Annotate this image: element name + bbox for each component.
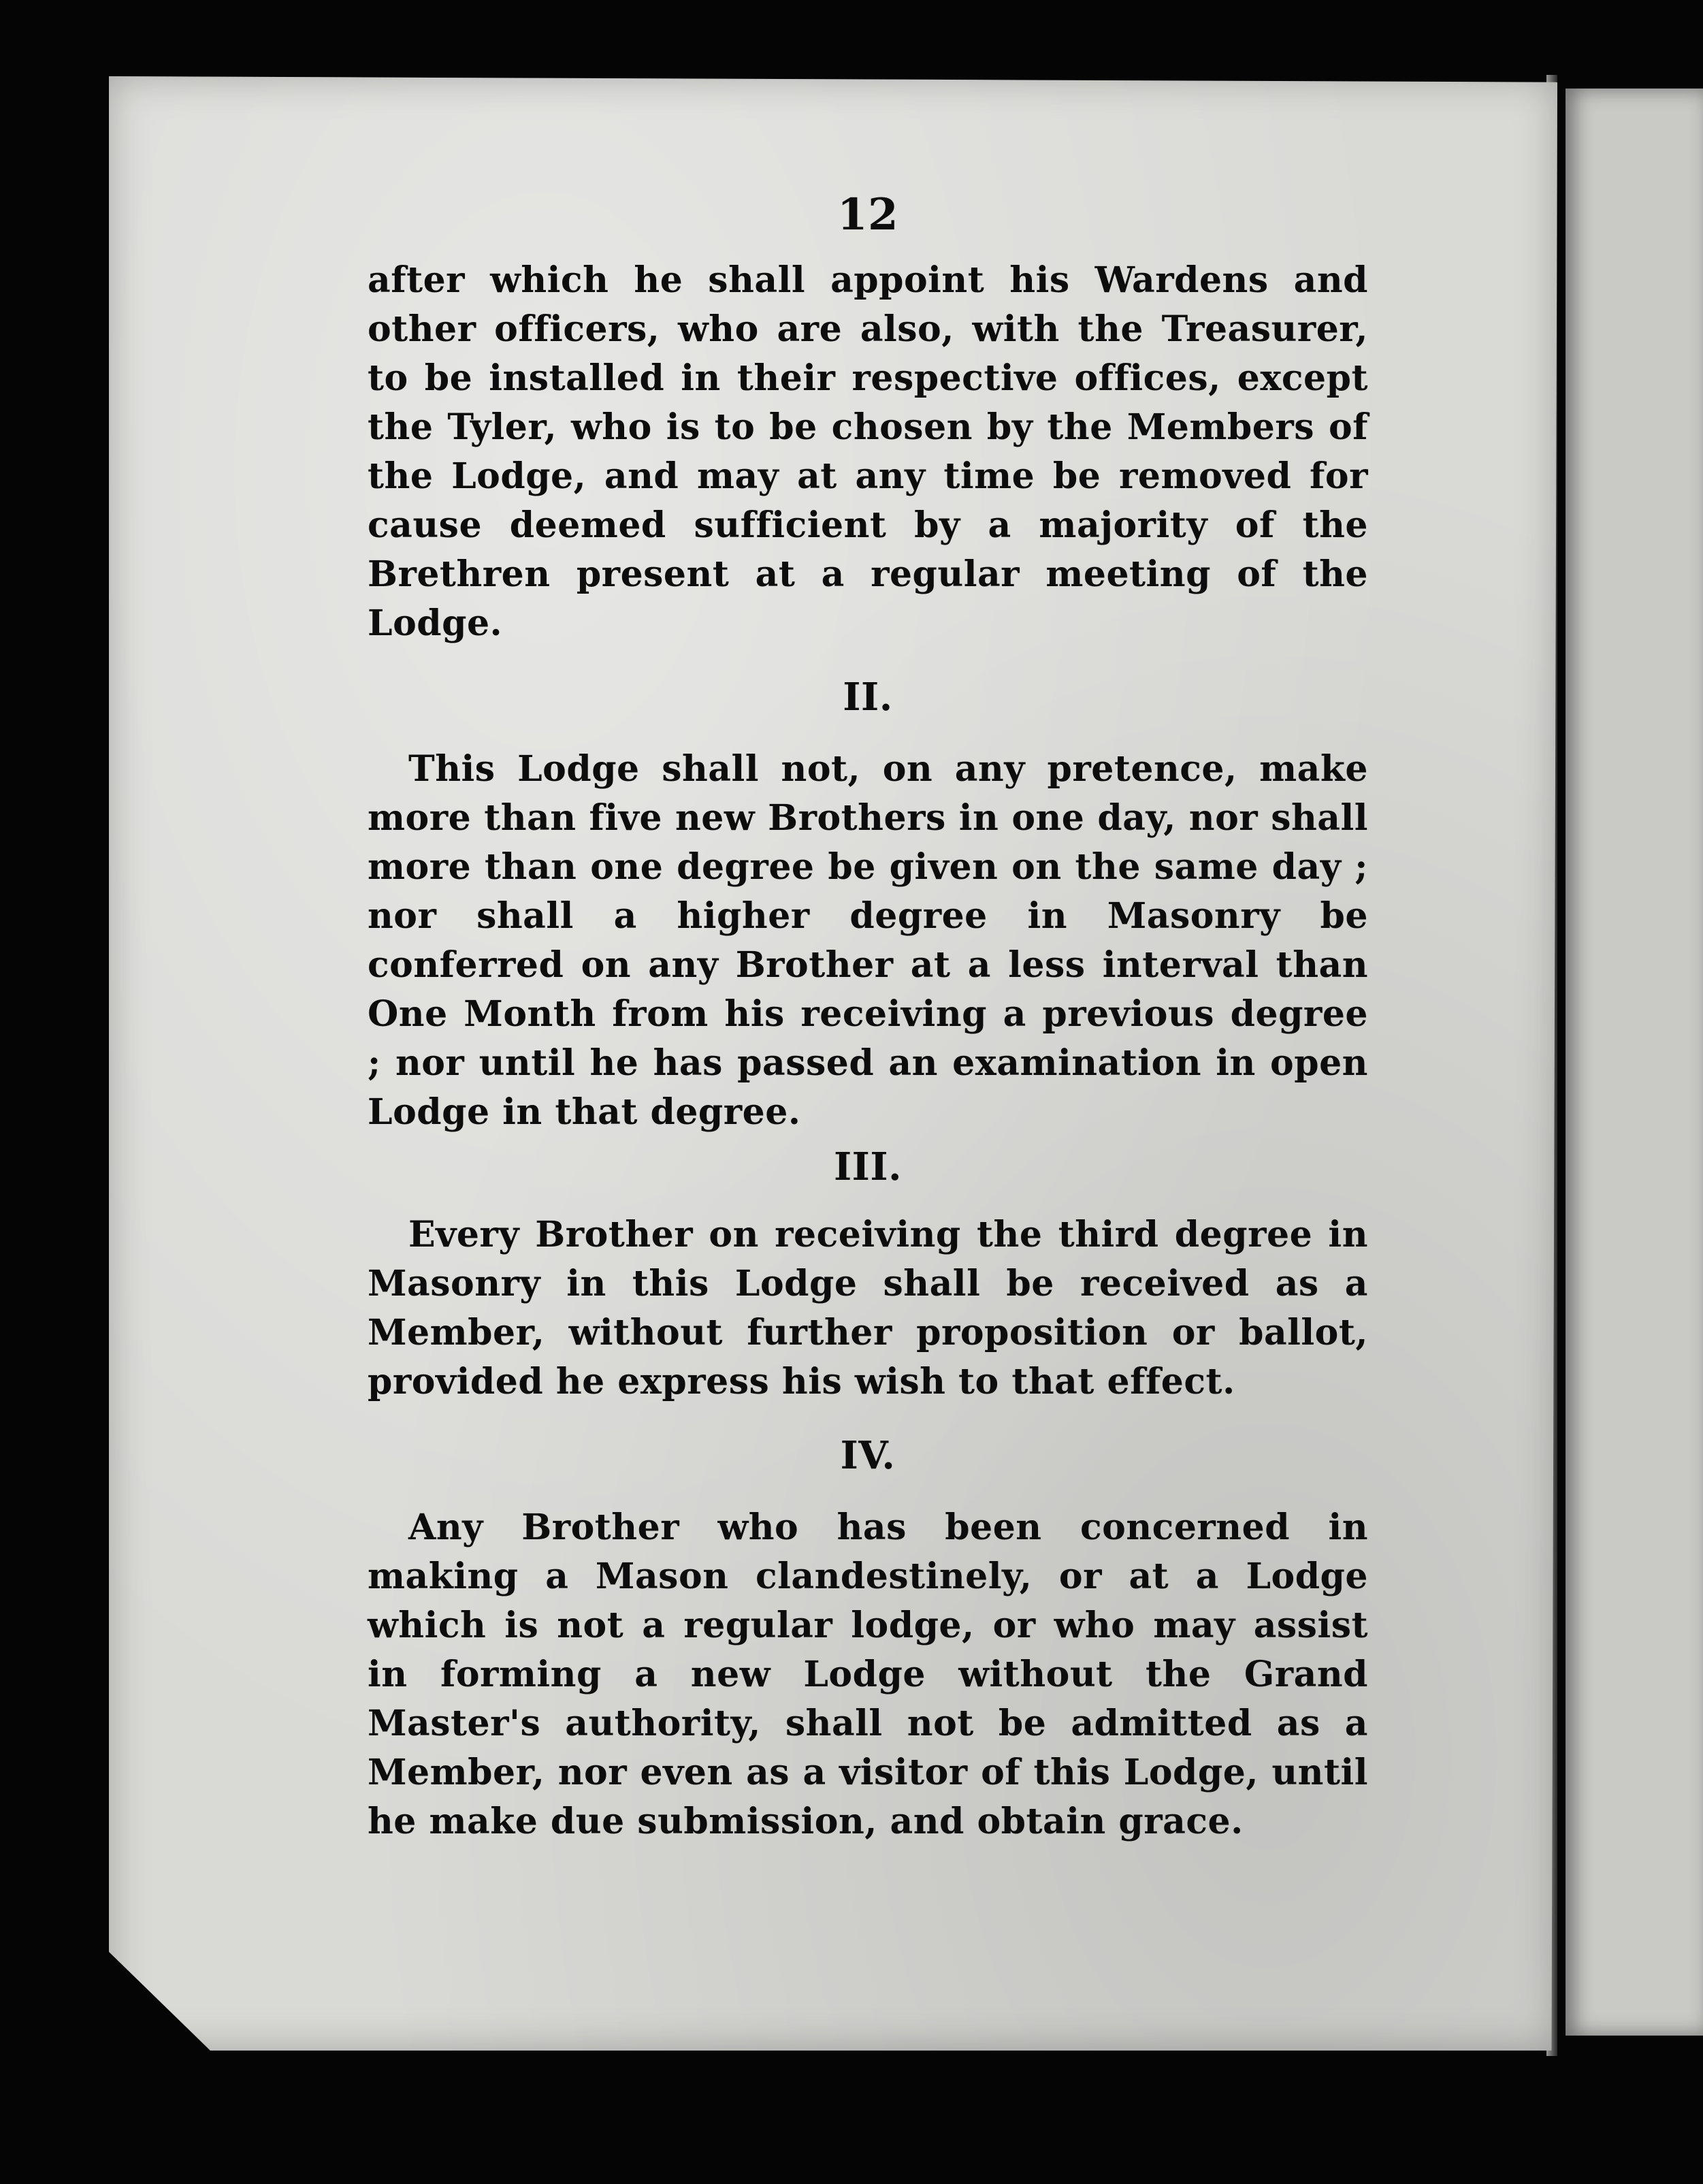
facing-page-edge [1566,89,1703,2036]
section-iv-paragraph: Any Brother who has been concerned in making a Mason clandestinely, or at a Lodge which is not a regular lodge, or who may assist in forming a new Lodge without the Grand Master's authority, shall not be admitted as a Member, nor even as a visitor of this Lodge, until he make due submission, and obtain grace. [368,1507,1368,1842]
section-heading-ii: II. [843,675,893,720]
page-number: 12 [837,189,899,240]
section-iii-paragraph: Every Brother on receiving the third degree in Masonry in this Lodge shall be received as a Member, without further proposition or ballot, provided he express his wish to that effect. [368,1214,1368,1402]
section-heading-iv: IV. [840,1433,896,1478]
section-heading-iii: III. [833,1144,903,1189]
page-text [368,191,1368,1846]
section-ii-paragraph: This Lodge shall not, on any pretence, make more than five new Brothers in one day, nor shall more than one degree be given on the same day ; nor shall a higher degree in Masonry be conferred on any Brother at a less interval than One Month from his receiving a previous degree ; nor until he has passed an examination in open Lodge in that degree. [368,748,1368,1133]
intro-paragraph: after which he shall appoint his Wardens and other officers, who are also, with the Treasurer, to be installed in their respective offices, except the Tyler, who is to be chosen by the Members of the Lodge, and may at any time be removed for cause deemed sufficient by a majority of the Brethren present at a regular meeting of the Lodge. [368,259,1368,644]
